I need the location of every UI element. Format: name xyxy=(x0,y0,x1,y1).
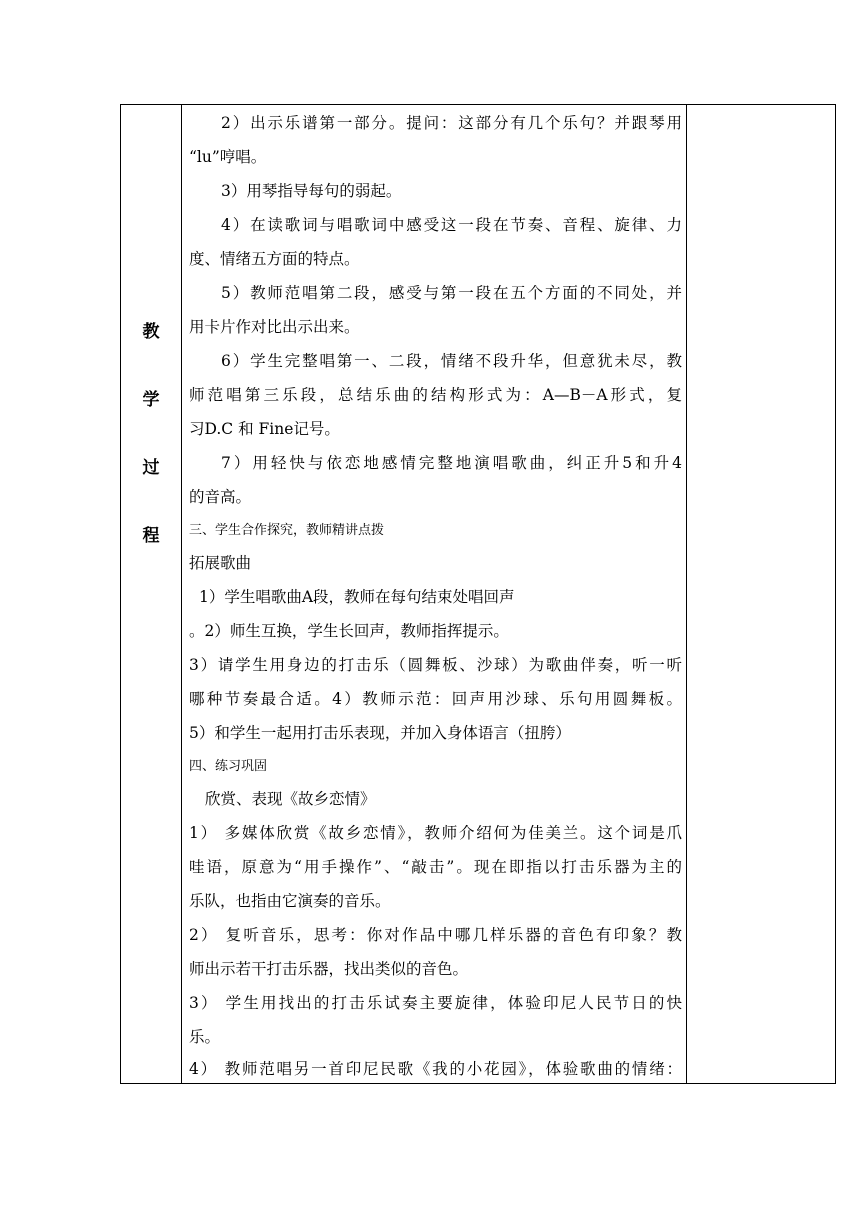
paragraph-line: 7）用轻快与依恋地感情完整地演唱歌曲，纠正升5和升4 xyxy=(221,454,682,472)
paragraph-line: 4）在读歌词与唱歌词中感受这一段在节奏、音程、旋律、力 xyxy=(221,216,682,234)
side-label-char: 学 xyxy=(142,390,160,410)
paragraph-line: 乐。 xyxy=(189,1028,221,1046)
lesson-table xyxy=(120,104,836,1084)
column-divider-left xyxy=(181,105,182,1083)
column-divider-right xyxy=(686,105,687,1083)
paragraph-line: 3）用琴指导每句的弱起。 xyxy=(221,182,402,200)
paragraph-line: 。2）师生互换，学生长回声，教师指挥提示。 xyxy=(189,622,509,640)
side-label-char: 程 xyxy=(142,526,160,546)
paragraph-line: 哇语，原意为“用手操作”、“敲击”。现在即指以打击乐器为主的 xyxy=(189,858,682,876)
paragraph-line: 3） 学生用找出的打击乐试奏主要旋律，体验印尼人民节日的快 xyxy=(189,994,682,1012)
paragraph-line: 的音高。 xyxy=(189,488,252,506)
paragraph-line: 5）和学生一起用打击乐表现，并加入身体语言（扭胯） xyxy=(189,724,571,742)
paragraph-line: 2） 复听音乐，思考：你对作品中哪几样乐器的音色有印象？教 xyxy=(189,926,682,944)
paragraph-line: 5）教师范唱第二段，感受与第一段在五个方面的不同处，并 xyxy=(221,284,682,302)
paragraph-line: 师范唱第三乐段，总结乐曲的结构形式为：A—B－A形式，复 xyxy=(189,386,682,404)
paragraph-line: 4） 教师范唱另一首印尼民歌《我的小花园》，体验歌曲的情绪： xyxy=(189,1060,682,1078)
section-heading: 四、练习巩固 xyxy=(189,759,268,774)
side-label-char: 过 xyxy=(142,458,160,478)
paragraph-line: 欣赏、表现《故乡恋情》 xyxy=(205,790,376,808)
paragraph-line: 6）学生完整唱第一、二段，情绪不段升华，但意犹未尽，教 xyxy=(221,352,682,370)
paragraph-line: 拓展歌曲 xyxy=(189,554,252,572)
paragraph-line: 1）学生唱歌曲A段，教师在每句结束处唱回声 xyxy=(199,588,515,606)
paragraph-line: 哪种节奏最合适。4）教师示范：回声用沙球、乐句用圆舞板。 xyxy=(189,690,682,708)
side-label-char: 教 xyxy=(142,322,160,342)
paragraph-line: 度、情绪五方面的特点。 xyxy=(189,250,360,268)
paragraph-line: 乐队，也指由它演奏的音乐。 xyxy=(189,892,391,910)
paragraph-line: 用卡片作对比出示出来。 xyxy=(189,318,360,336)
paragraph-line: “lu”哼唱。 xyxy=(189,148,267,166)
paragraph-line: 习D.C 和 Fine记号。 xyxy=(189,420,340,438)
paragraph-line: 2）出示乐谱第一部分。提问：这部分有几个乐句？并跟琴用 xyxy=(221,114,682,132)
paragraph-line: 3）请学生用身边的打击乐（圆舞板、沙球）为歌曲伴奏，听一听 xyxy=(189,656,682,674)
paragraph-line: 师出示若干打击乐器，找出类似的音色。 xyxy=(189,960,469,978)
section-heading: 三、学生合作探究，教师精讲点拨 xyxy=(189,523,385,538)
paragraph-line: 1） 多媒体欣赏《故乡恋情》，教师介绍何为佳美兰。这个词是爪 xyxy=(189,824,682,842)
